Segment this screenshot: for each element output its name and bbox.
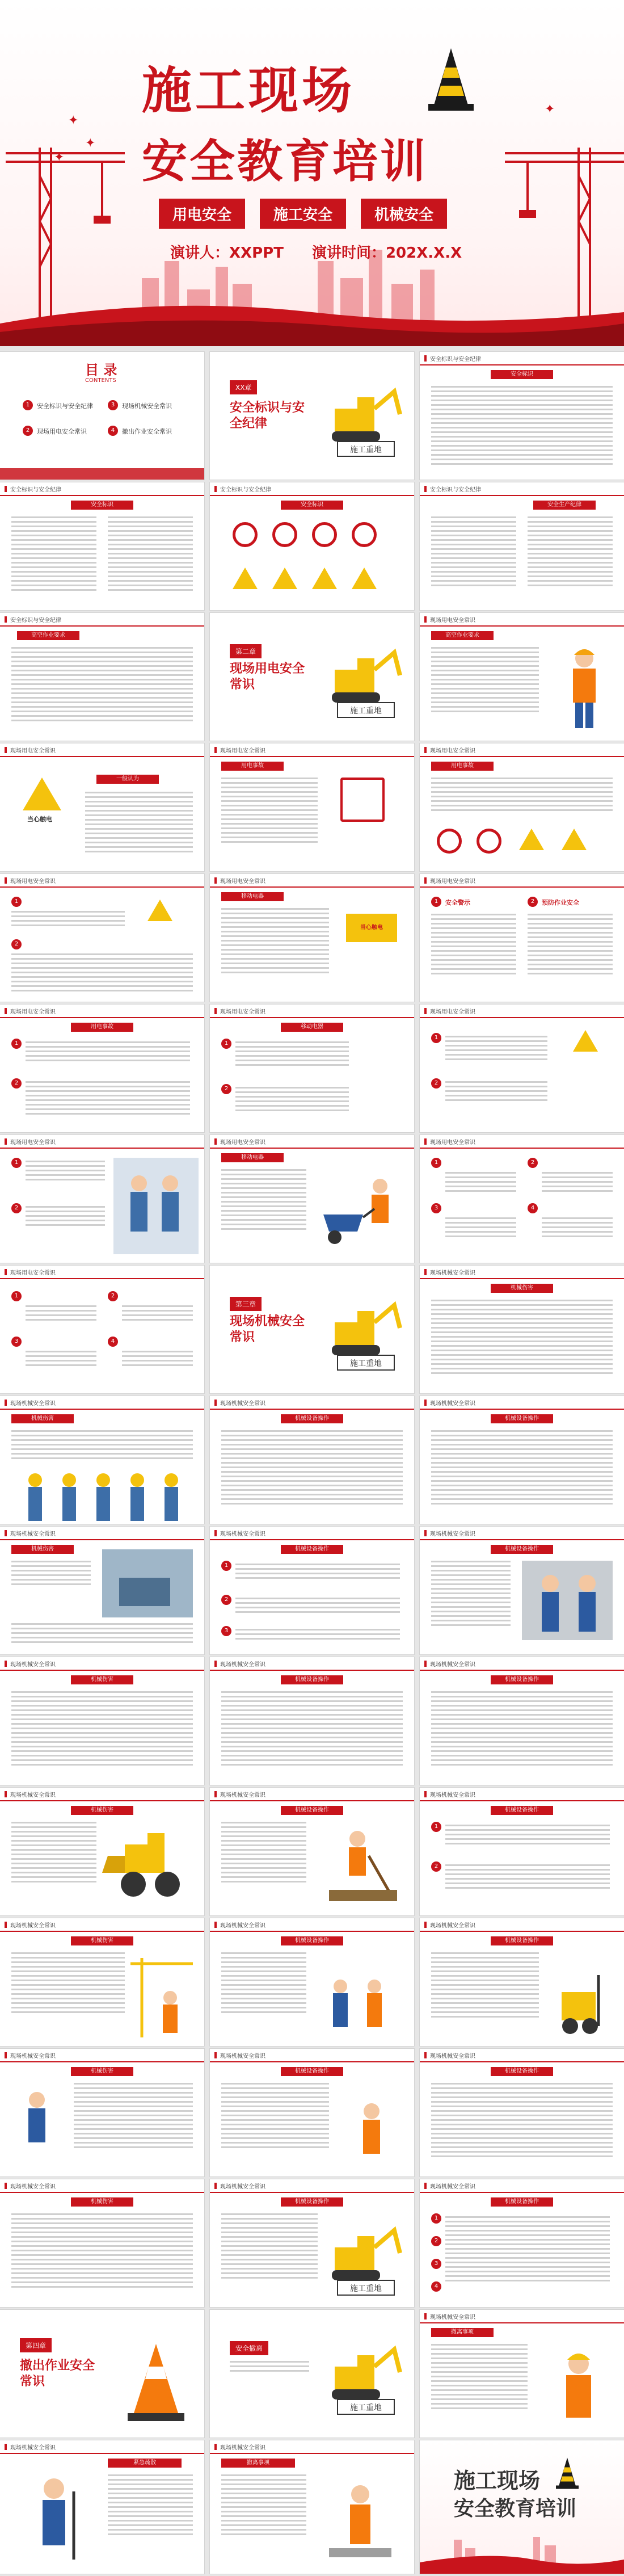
svg-text:施工重地: 施工重地 [350, 707, 382, 716]
prohibition-sign-icon [233, 522, 258, 547]
digging-slide: 现场机械安全常识 机械设备操作 [210, 1788, 414, 1915]
electric-warning-sign-icon [23, 778, 61, 810]
slide-header: 安全标识与安全纪律 [420, 352, 624, 365]
toc-item[interactable]: 现场用电安全常识 [37, 428, 87, 435]
traffic-cone-icon [428, 48, 474, 111]
crane-left-illustration [6, 131, 125, 318]
warning-sign-icon [312, 568, 337, 589]
excavator-illustration [323, 636, 403, 721]
excavator-illustration [323, 2333, 403, 2418]
prohibition-sign-icon [272, 522, 297, 547]
electric-ops-slide: 现场用电安全常识 1 2 3 4 [420, 1135, 624, 1263]
toc-num: 2 [23, 426, 33, 436]
svg-text:施工重地: 施工重地 [350, 1359, 382, 1368]
excavator-illustration [323, 2213, 403, 2298]
prohibition-sign-icon [477, 829, 501, 854]
electric-warning-sign-icon [147, 900, 172, 921]
toc-item[interactable]: 撤出作业安全常识 [122, 428, 172, 435]
no-entry-sign-icon [340, 778, 385, 822]
chapter-slide: 安全撤离 施工重地 [210, 2310, 414, 2438]
elec-box-slide: 现场用电安全常识 用电事故 1 2 [0, 1005, 204, 1132]
move-slide: 现场用电安全常识 移动电器 当心触电 [210, 874, 414, 1002]
mech-points-slide: 现场机械安全常识 机械设备操作 1 2 3 4 [420, 2179, 624, 2307]
closing-title-line1: 施工现场 [454, 2468, 541, 2493]
presenter-label: 演讲人：XXPPT [170, 245, 284, 262]
mobile-device-slide: 现场用电安全常识 移动电器 1 2 [210, 1005, 414, 1132]
site-rules-slide: 现场机械安全常识 机械设备操作 [210, 1918, 414, 2046]
worker-illustration [556, 641, 613, 732]
text-block [431, 386, 613, 468]
loader-illustration [102, 1827, 193, 1901]
excavator-illustration [323, 375, 403, 460]
svg-text:施工重地: 施工重地 [350, 2403, 382, 2413]
worker-crane-illustration [130, 1958, 193, 2037]
caution-slide: 现场用电安全常识 1 2 [420, 1005, 624, 1132]
time-label: 演讲时间：202X.X.X [311, 245, 462, 262]
drill-slide: 现场机械安全常识 撤离事项 [210, 2440, 414, 2574]
closing-slide [420, 2440, 624, 2574]
worker-shovel-illustration [11, 2469, 96, 2565]
worker-illustration [545, 2344, 613, 2429]
mech-workers-slide: 现场机械安全常识 机械设备操作 [420, 1527, 624, 1654]
mech-ops-slide: 现场机械安全常识 机械设备操作 [420, 1396, 624, 1524]
crane-worker-illustration [11, 2083, 62, 2157]
warning-sign-icon [352, 568, 377, 589]
height-work-slide: 现场用电安全常识 高空作业要求 [420, 613, 624, 741]
bird-icon: ✦ [545, 102, 555, 116]
digging-worker-illustration [318, 1822, 403, 1907]
slide-subtitle: 安全标识 [491, 370, 553, 379]
cover-tags [159, 199, 447, 229]
evacuation-slide: 现场机械安全常识 紧急疏散 [0, 2440, 204, 2574]
svg-text:施工重地: 施工重地 [350, 2284, 382, 2293]
discipline-slide: 安全标识与安全纪律 安全生产纪律 [420, 482, 624, 610]
chapter-slide: 第三章 现场机械安全常识 施工重地 [210, 1266, 414, 1393]
cover-title-line1: 施工现场 [142, 61, 356, 120]
operator-slide: 现场机械安全常识 机械设备操作 [210, 2049, 414, 2176]
elec-knowledge-slide: 现场用电安全常识 当心触电 一般认为 [0, 743, 204, 871]
workers-photo [522, 1561, 613, 1640]
electric-warning-sign-icon [573, 1030, 598, 1052]
exit-slide: 现场机械安全常识 撤离事项 [420, 2310, 624, 2438]
warning-sign-icon [272, 568, 297, 589]
mech-rules-slide: 现场机械安全常识 机械设备操作 [210, 1396, 414, 1524]
svg-text:施工重地: 施工重地 [350, 446, 382, 455]
crane-right-illustration [505, 131, 624, 318]
worker-illustration [340, 2094, 403, 2168]
prohibition-sign-icon [437, 829, 462, 854]
cover-title-line2: 安全教育培训 [142, 135, 428, 188]
mech-list-slide: 现场机械安全常识 机械设备操作 [420, 1657, 624, 1785]
toc-title: 目 录 [85, 362, 117, 378]
workers-group-illustration [17, 1470, 187, 1521]
cover-info [170, 241, 462, 262]
warning-sign-icon [519, 829, 544, 850]
protect-rules-slide: 现场用电安全常识 1 安全警示 2 预防作业安全 [420, 874, 624, 1002]
machine-photo [102, 1549, 193, 1617]
toc-num: 1 [23, 400, 33, 410]
workers-illustration [318, 1969, 403, 2037]
workers-photo [113, 1158, 199, 1254]
height-slide: 安全标识与安全纪律 高空作业要求 [0, 613, 204, 741]
cone-icon [125, 2344, 187, 2423]
signs-slide [420, 352, 624, 480]
mech-process-slide: 现场机械安全常识 机械设备操作 1 2 3 [210, 1527, 414, 1654]
chapter-slide [210, 352, 414, 480]
loader-slide: 现场机械安全常识 机械伤害 [0, 1788, 204, 1915]
closing-title-line2: 安全教育培训 [454, 2497, 577, 2520]
toc-num: 4 [108, 426, 118, 436]
cover-slide [0, 0, 624, 346]
tag-electric: 用电安全 [159, 199, 245, 229]
tag-machine: 机械安全 [361, 199, 447, 229]
city-skyline-illustration [420, 2534, 624, 2574]
bird-icon: ✦ [68, 114, 79, 128]
forklift-illustration [550, 1969, 613, 2037]
toc-item[interactable]: 安全标识与安全纪律 [37, 402, 93, 410]
toc-num: 3 [108, 400, 118, 410]
machine-photo-slide: 现场机械安全常识 机械伤害 [0, 1527, 204, 1654]
crane-list-slide: 现场机械安全常识 机械伤害 [0, 2049, 204, 2176]
dig-sign-slide: 现场机械安全常识 机械设备操作 施工重地 [210, 2179, 414, 2307]
rules-slide: 安全标识与安全纪律 安全标识 [0, 482, 204, 610]
forklift-slide: 现场机械安全常识 机械设备操作 [420, 1918, 624, 2046]
tag-construction: 施工安全 [260, 199, 346, 229]
mech-text-slide: 现场机械安全常识 机械伤害 [420, 1266, 624, 1393]
slide-subtitle: 安全标识 [71, 501, 133, 510]
drill-worker-illustration [318, 2474, 403, 2565]
protect-slide: 现场用电安全常识 1 2 [0, 874, 204, 1002]
mech-crowd-slide: 现场机械安全常识 机械伤害 [0, 1396, 204, 1524]
prohibition-sign-icon [312, 522, 337, 547]
toc-slide [0, 352, 204, 480]
prohibition-sign-icon [352, 522, 377, 547]
toc-subtitle: CONTENTS [85, 377, 116, 384]
workers-slide: 现场用电安全常识 1 2 [0, 1135, 204, 1263]
toc-item[interactable]: 现场机械安全常识 [122, 402, 172, 410]
chapter-slide: 第四章 撤出作业安全常识 [0, 2310, 204, 2438]
elec-problem-slide: 现场用电安全常识 用电事故 [420, 743, 624, 871]
bird-icon: ✦ [54, 150, 65, 165]
sign-grid-slide: 安全标识与安全纪律 安全标识 [210, 482, 414, 610]
chapter-slide: 第二章 现场用电安全常识 施工重地 [210, 613, 414, 741]
excavator-illustration [323, 1288, 403, 1373]
site-slide: 现场机械安全常识 机械伤害 [0, 1918, 204, 2046]
wheelbarrow-worker-illustration [318, 1169, 408, 1254]
wheelbarrow-slide: 现场用电安全常识 移动电器 [210, 1135, 414, 1263]
warning-sign-icon [233, 568, 258, 589]
crane-ops-slide: 现场机械安全常识 机械设备操作 [420, 2049, 624, 2176]
traffic-cone-icon [556, 2457, 579, 2489]
warning-sign-icon [562, 829, 587, 850]
four-points-slide: 现场用电安全常识 1 2 3 4 [0, 1266, 204, 1393]
measure-slide: 现场机械安全常识 机械设备操作 1 2 [420, 1788, 624, 1915]
bird-icon: ✦ [85, 136, 96, 150]
footer-band [0, 468, 204, 480]
mech-list-slide: 现场机械安全常识 机械伤害 [0, 1657, 204, 1785]
chapter-title: 安全标识与安全纪律 [230, 401, 305, 431]
mech-list-slide: 现场机械安全常识 机械设备操作 [210, 1657, 414, 1785]
elec-accident-slide: 现场用电安全常识 用电事故 [210, 743, 414, 871]
chapter-number: XX章 [230, 380, 257, 394]
safety-hazard-slide: 现场机械安全常识 机械伤害 [0, 2179, 204, 2307]
